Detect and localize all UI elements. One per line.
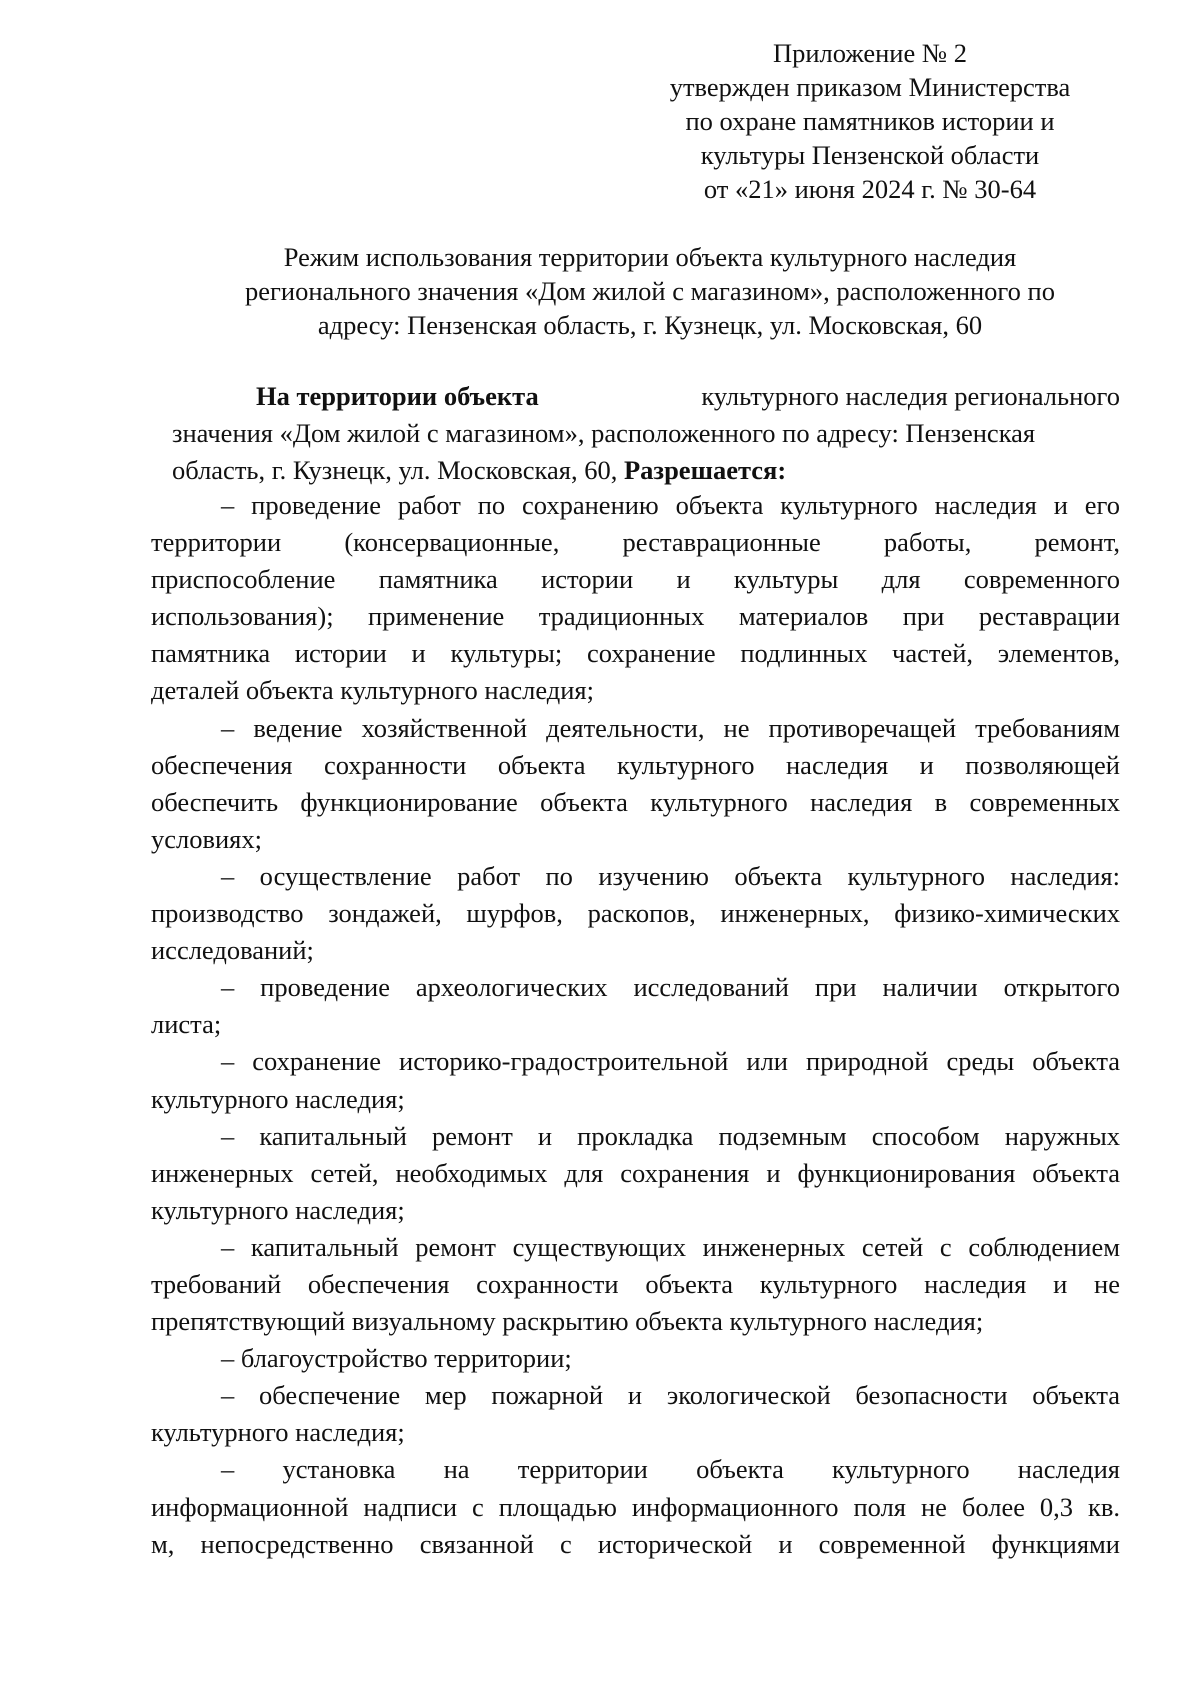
list-item-line: культурного наследия; xyxy=(151,1417,405,1448)
list-item xyxy=(151,1340,1120,1377)
list-item-line: – проведение работ по сохранению объекта культурного наследия и его xyxy=(221,490,1120,520)
list-item xyxy=(151,710,1120,858)
intro-line-3-start: область, г. Кузнецк, ул. Московская, 60, xyxy=(172,455,618,485)
list-item xyxy=(151,1377,1120,1451)
list-item-line: приспособление памятника истории и культуры для современного xyxy=(151,564,1120,595)
list-item-line: – ведение хозяйственной деятельности, не противоречащей требованиям xyxy=(221,712,1120,743)
list-item xyxy=(151,1118,1120,1229)
list-item-line: культурного наследия; xyxy=(151,1194,405,1225)
intro-line-3 xyxy=(172,452,1120,489)
list-item xyxy=(151,1229,1120,1340)
list-item-line: – капитальный ремонт и прокладка подземным способом наружных xyxy=(221,1120,1120,1151)
permitted-activities-list xyxy=(151,487,1120,1563)
document-title xyxy=(195,240,1105,342)
list-item-line: требований обеспечения сохранности объекта культурного наследия и не xyxy=(151,1268,1120,1299)
list-item-line: м, непосредственно связанной с исторической и современной функциями xyxy=(151,1528,1120,1559)
header-line: от «21» июня 2024 г. № 30-64 xyxy=(703,174,1037,204)
intro-line-1 xyxy=(172,378,1120,415)
header-line: по охране памятников истории и xyxy=(685,106,1055,136)
list-item-line: памятника истории и культуры; сохранение подлинных частей, элементов, xyxy=(151,638,1120,669)
list-item xyxy=(151,1451,1120,1562)
list-item-line: производство зондажей, шурфов, раскопов, инженерных, физико-химических xyxy=(151,898,1120,929)
list-item-line: – капитальный ремонт существующих инженерных сетей с соблюдением xyxy=(221,1231,1120,1262)
list-item-line: – установка на территории объекта культурного наследия xyxy=(221,1454,1120,1485)
list-item-line: препятствующий визуальному раскрытию объекта культурного наследия; xyxy=(151,1306,984,1337)
list-item-line: – сохранение историко-градостроительной или природной среды объекта xyxy=(221,1046,1120,1077)
list-item-line: – обеспечение мер пожарной и экологической безопасности объекта xyxy=(221,1380,1120,1411)
list-item xyxy=(151,858,1120,969)
list-item-line: деталей объекта культурного наследия; xyxy=(151,675,594,706)
intro-bold-start: На территории объекта xyxy=(256,381,539,411)
list-item-line: – осуществление работ по изучению объекта культурного наследия: xyxy=(221,860,1120,891)
intro-bold-end: Разрешается: xyxy=(623,455,787,485)
approval-header xyxy=(640,36,1100,206)
list-item-line: обеспечения сохранности объекта культурного наследия и позволяющей xyxy=(151,749,1120,780)
header-line: культуры Пензенской области xyxy=(700,140,1040,170)
list-item xyxy=(151,969,1120,1043)
header-line: утвержден приказом Министерства xyxy=(669,72,1071,102)
list-item-line: использования); применение традиционных материалов при реставрации xyxy=(151,601,1120,632)
title-line: адресу: Пензенская область, г. Кузнецк, ул. Московская, 60 xyxy=(317,310,983,340)
list-item-line: листа; xyxy=(151,1009,222,1040)
title-line: регионального значения «Дом жилой с магазином», расположенного по xyxy=(245,276,1055,306)
list-item-line: информационной надписи с площадью информационного поля не более 0,3 кв. xyxy=(151,1491,1120,1522)
intro-paragraph xyxy=(172,378,1120,489)
list-item xyxy=(151,487,1120,710)
list-item-line: территории (консервационные, реставрационные работы, ремонт, xyxy=(151,527,1120,558)
title-line: Режим использования территории объекта культурного наследия xyxy=(283,242,1017,272)
list-item-line: обеспечить функционирование объекта культурного наследия в современных xyxy=(151,786,1120,817)
list-item-line: условиях; xyxy=(151,823,262,854)
list-item xyxy=(151,1043,1120,1117)
list-item-line: исследований; xyxy=(151,935,314,966)
intro-line-1-rest: культурного наследия регионального xyxy=(701,381,1120,411)
list-item-line: – проведение археологических исследований при наличии открытого xyxy=(221,972,1120,1003)
list-item-line: – благоустройство территории; xyxy=(221,1343,572,1374)
intro-line-2: значения «Дом жилой с магазином», расположенного по адресу: Пензенская xyxy=(172,418,1036,448)
list-item-line: культурного наследия; xyxy=(151,1083,405,1114)
header-line: Приложение № 2 xyxy=(772,38,967,68)
list-item-line: инженерных сетей, необходимых для сохранения и функционирования объекта xyxy=(151,1157,1120,1188)
